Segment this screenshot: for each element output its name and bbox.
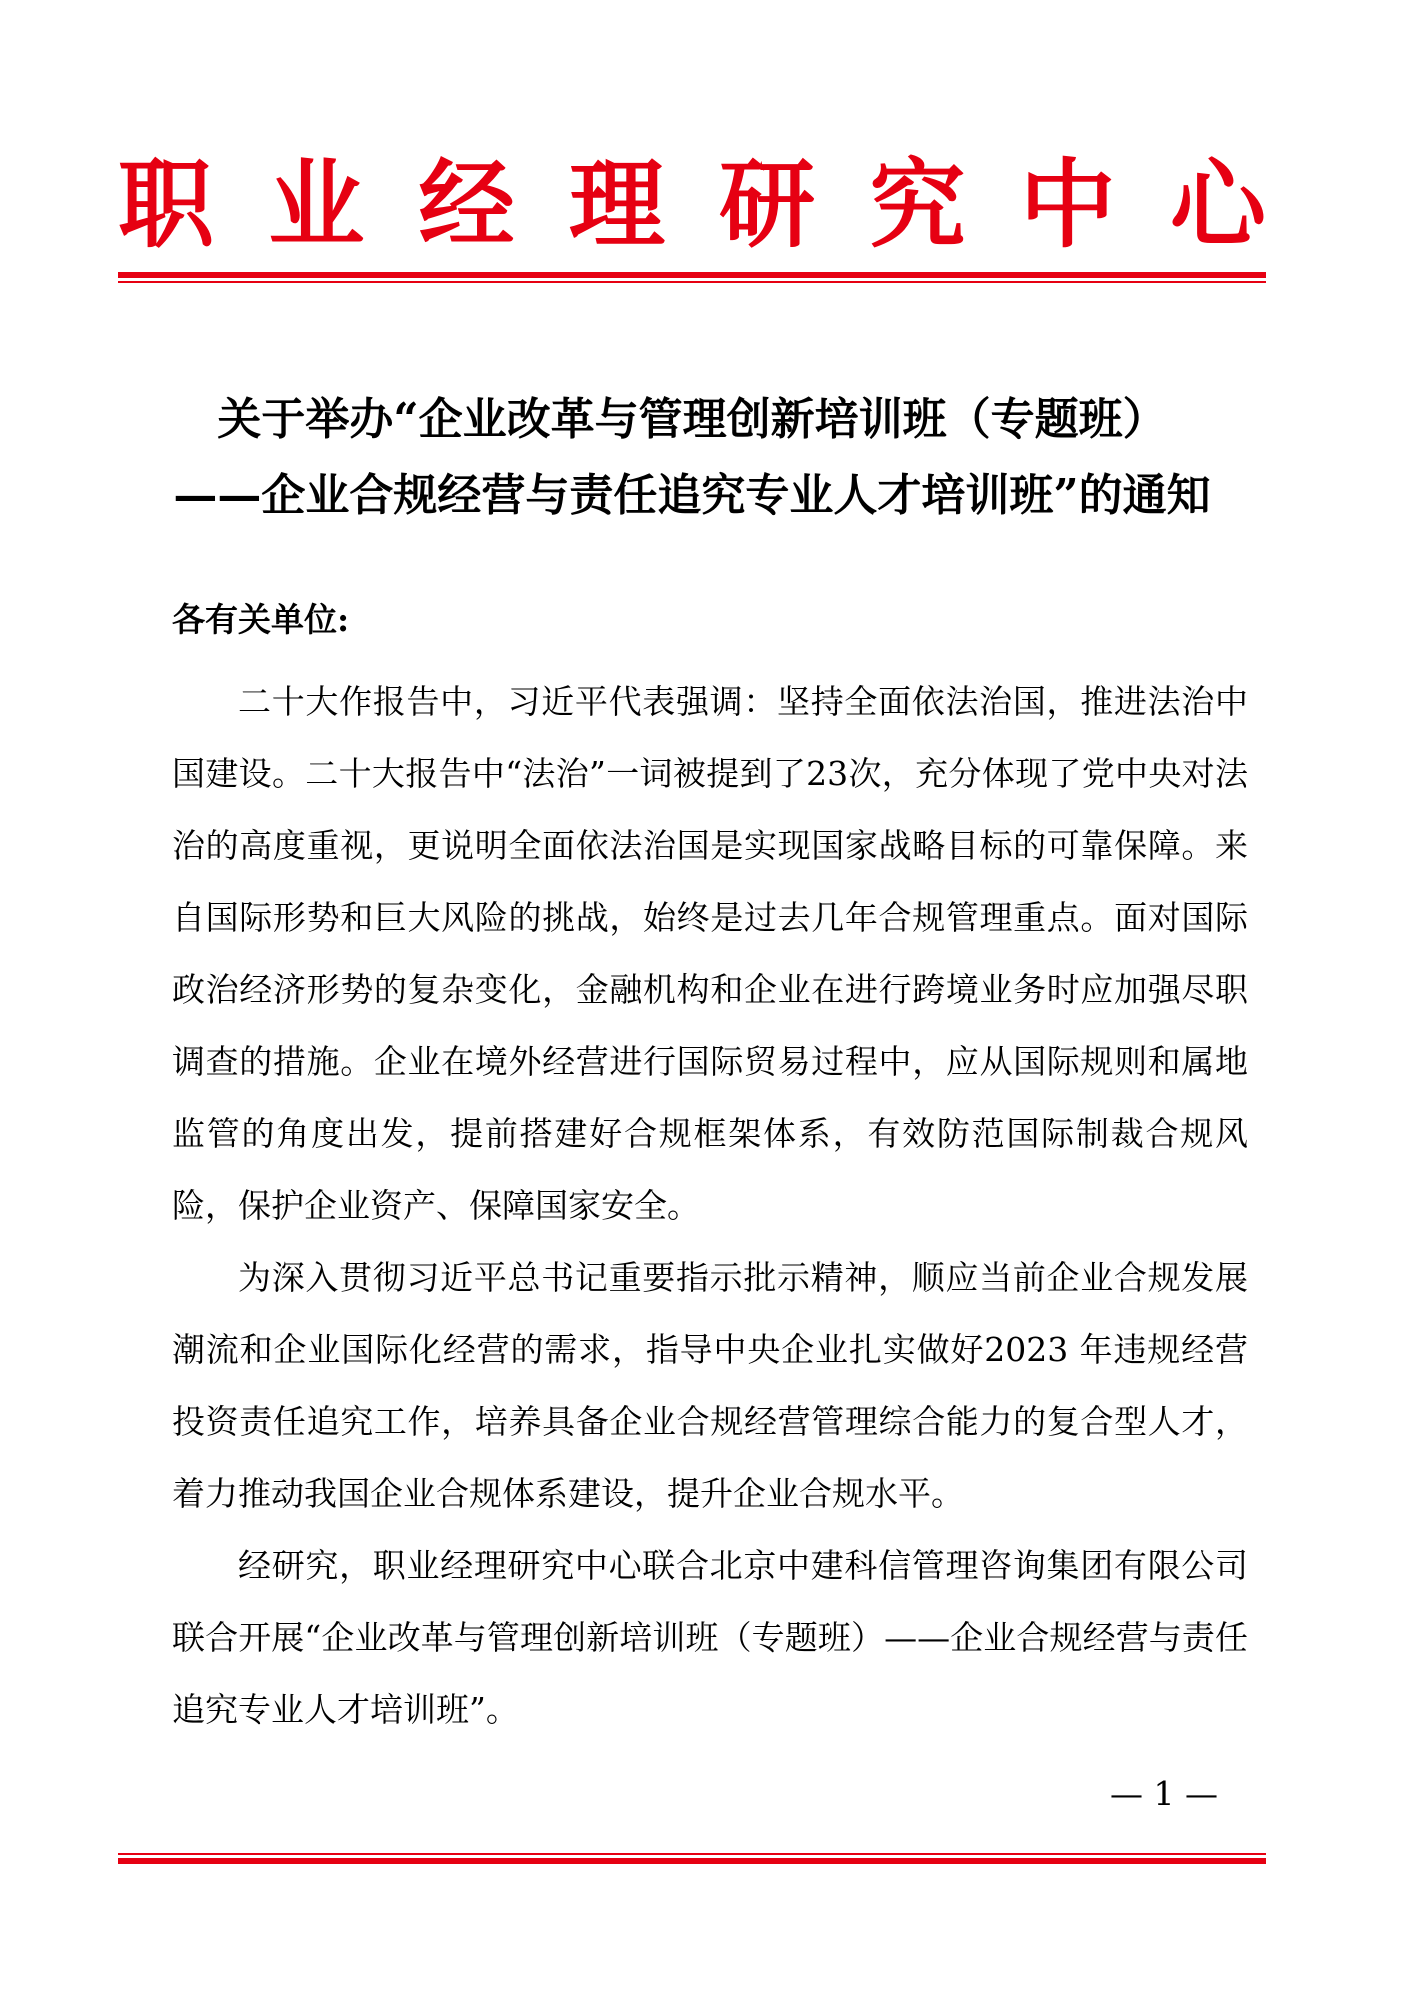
- footer-rule-thin: [118, 1853, 1266, 1855]
- masthead-char: 研: [719, 149, 816, 261]
- notice-title-line-2: ——企业合规经营与责任追究专业人才培训班”的通知: [173, 470, 1211, 521]
- body-paragraph-3: 经研究，职业经理研究中心联合北京中建科信管理咨询集团有限公司联合开展“企业改革与管理创新培训班（专题班）——企业合规经营与责任追究专业人才培训班”。: [172, 1546, 1248, 1729]
- footer-rule-thick: [118, 1858, 1266, 1864]
- salutation: 各有关单位:: [172, 600, 350, 639]
- masthead-char: 经: [418, 149, 515, 261]
- masthead-char: 业: [268, 149, 365, 261]
- masthead-org-name: [118, 150, 1266, 260]
- masthead-rule-thin: [118, 281, 1266, 283]
- masthead-char: 心: [1169, 149, 1266, 261]
- masthead-char: 中: [1019, 149, 1116, 261]
- body-paragraph-2: 为深入贯彻习近平总书记重要指示批示精神，顺应当前企业合规发展潮流和企业国际化经营的需求，指导中央企业扎实做好2023 年违规经营投资责任追究工作，培养具备企业合规经营管理综合能力的复合型人才，着力推动我国企业合规体系建设，提升企业合规水平。: [172, 1258, 1248, 1513]
- body-paragraph-1: 二十大作报告中，习近平代表强调：坚持全面依法治国，推进法治中国建设。二十大报告中“法治”一词被提到了23次，充分体现了党中央对法治的高度重视，更说明全面依法治国是实现国家战略目标的可靠保障。来自国际形势和巨大风险的挑战，始终是过去几年合规管理重点。面对国际政治经济形势的复杂变化，金融机构和企业在进行跨境业务时应加强尽职调查的措施。企业在境外经营进行国际贸易过程中，应从国际规则和属地监管的角度出发，提前搭建好合规框架体系，有效防范国际制裁合规风险，保护企业资产、保障国家安全。: [172, 682, 1248, 1225]
- masthead-char: 职: [118, 149, 214, 261]
- masthead-rule-thick: [118, 272, 1266, 278]
- page-number: — 1 —: [1110, 1774, 1218, 1813]
- masthead-char: 究: [869, 149, 966, 261]
- masthead-char: 理: [568, 149, 665, 261]
- notice-title-line-1: 关于举办“企业改革与管理创新培训班（专题班）: [217, 394, 1167, 445]
